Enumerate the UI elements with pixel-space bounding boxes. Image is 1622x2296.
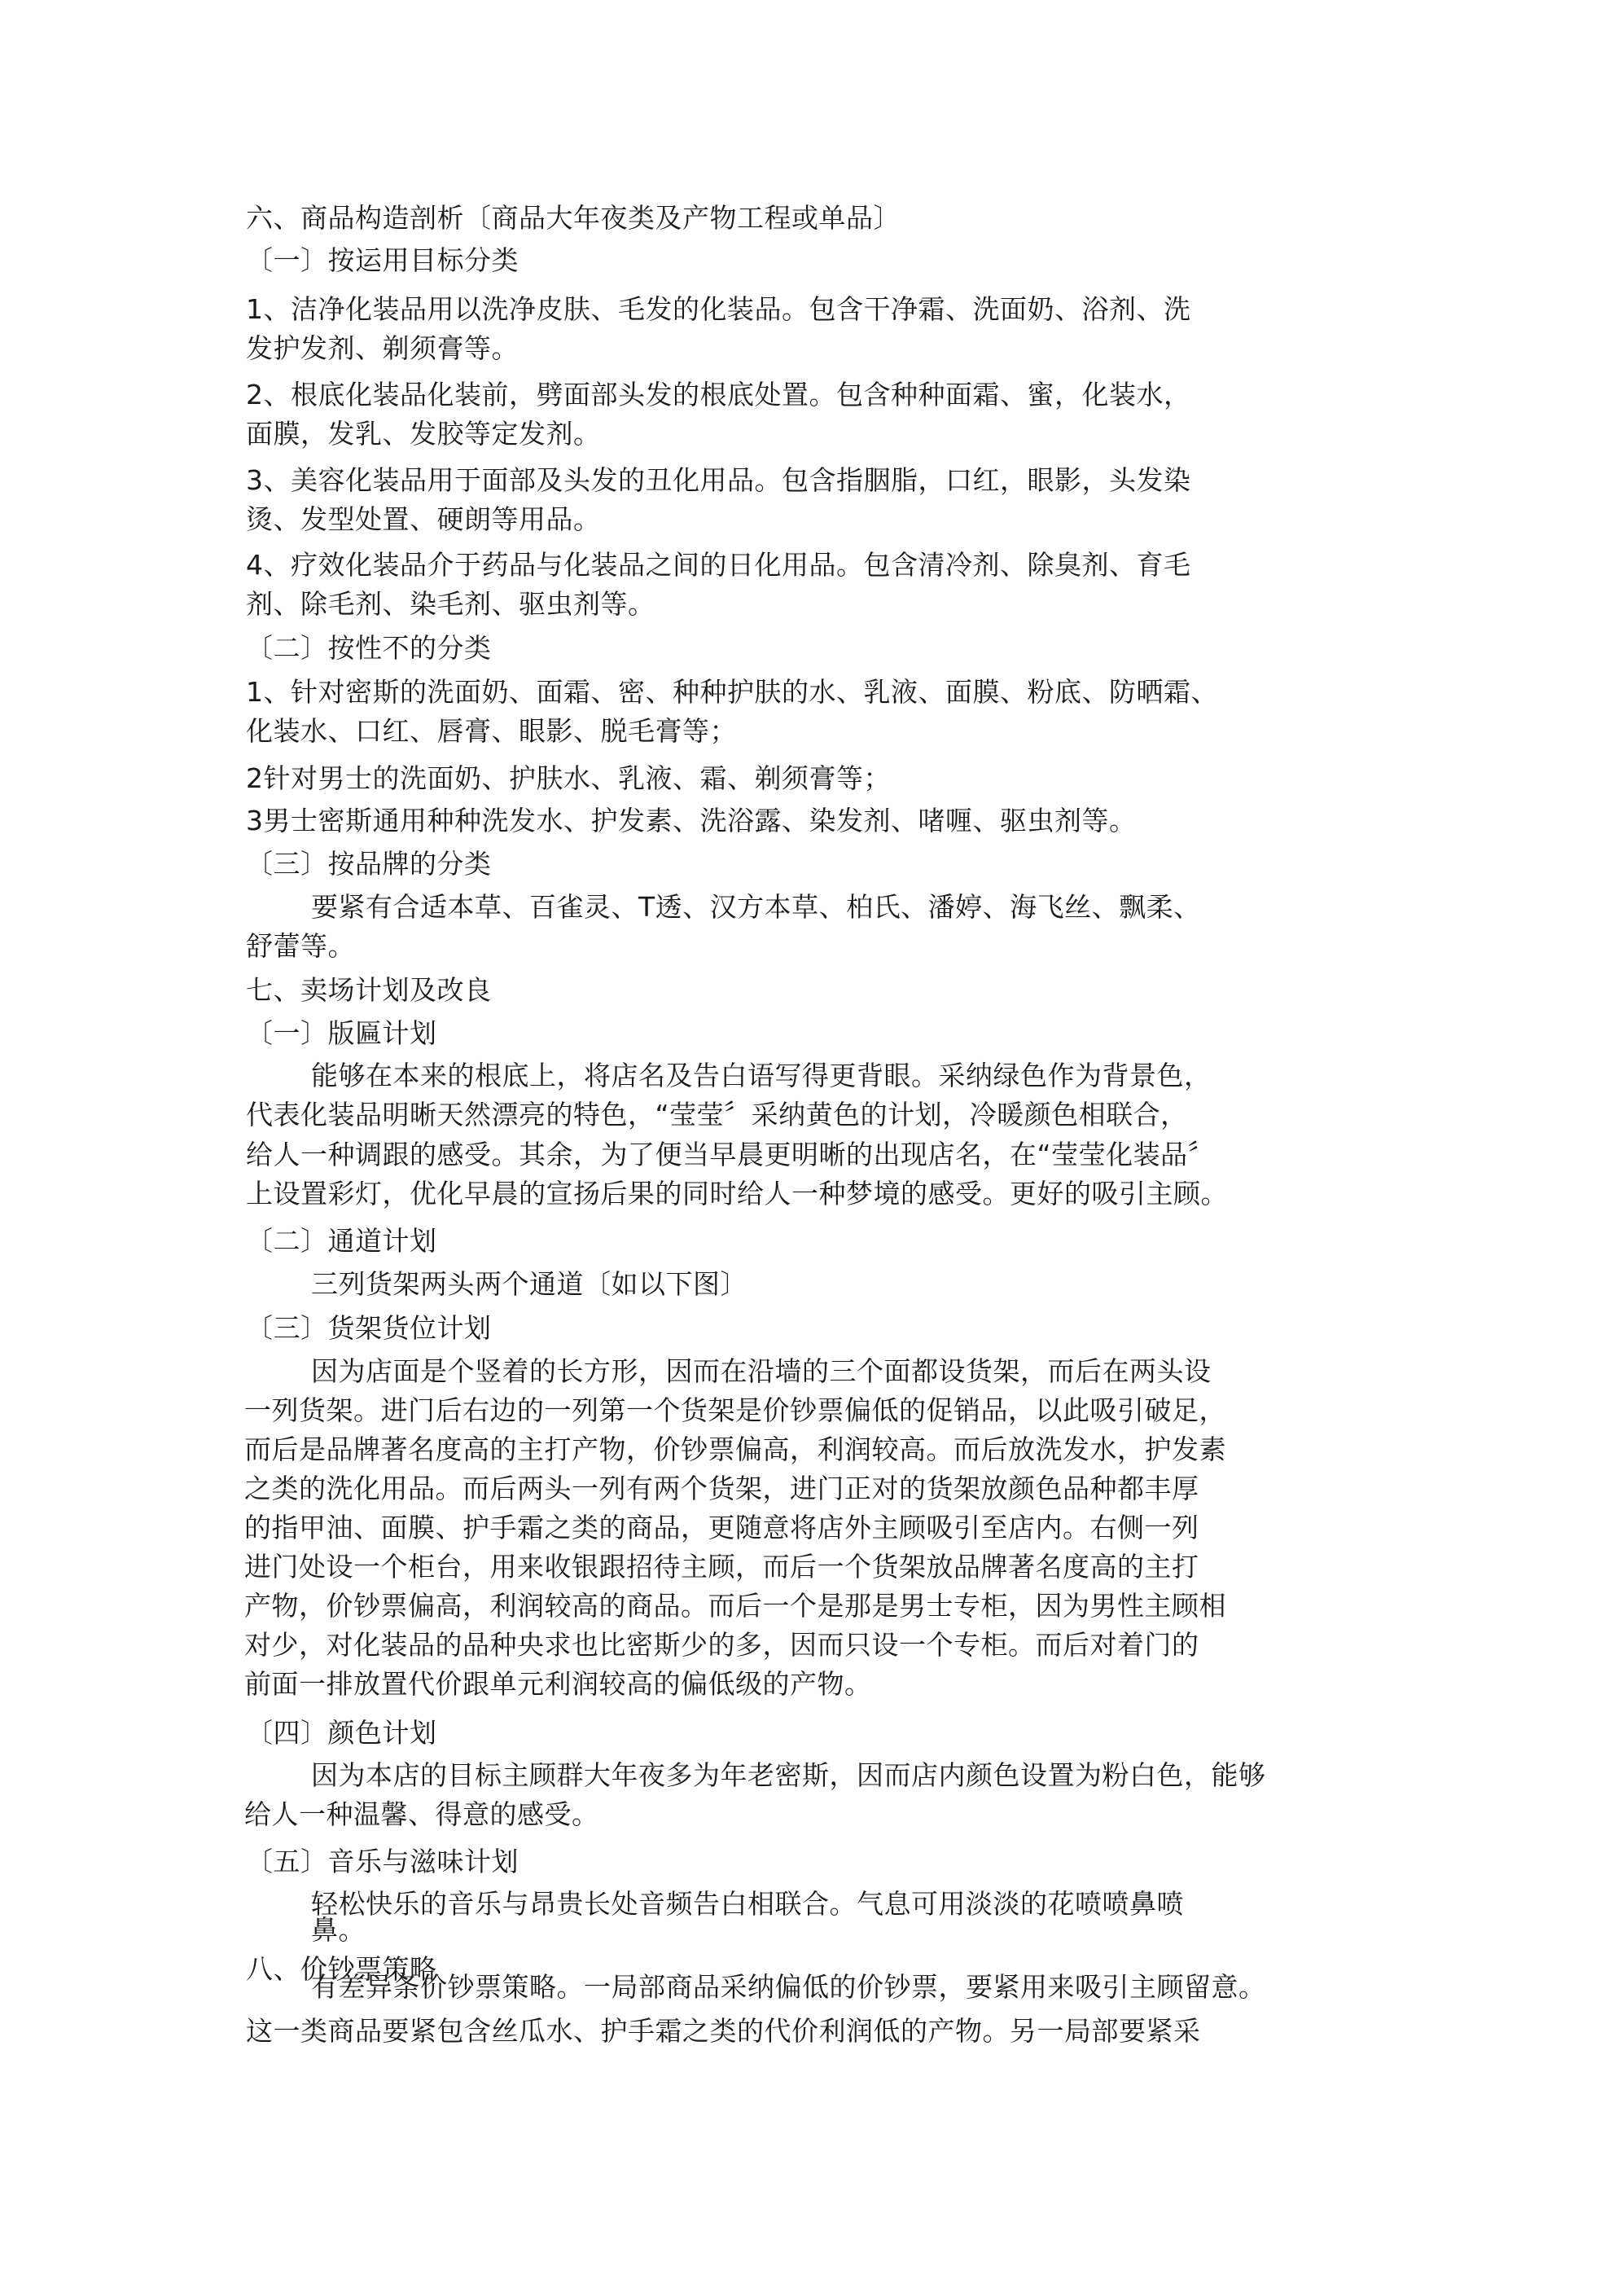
paragraph-line: 上设置彩灯，优化早晨的宣扬后果的同时给人一种梦境的感受。更好的吸引主顾。	[246, 1178, 1228, 1209]
subsection-heading: 〔三〕按品牌的分类	[246, 848, 492, 880]
paragraph-line: 鼻。	[311, 1914, 366, 1946]
paragraph-line: 舒蕾等。	[246, 930, 355, 962]
section-heading: 七、卖场计划及改良	[246, 974, 492, 1006]
paragraph-line: 进门处设一个柜台，用来收银跟招待主顾，而后一个货架放品牌著名度高的主打	[244, 1551, 1199, 1583]
subsection-heading: 〔四〕颜色计划	[246, 1717, 437, 1749]
subsection-heading: 〔一〕版匾计划	[246, 1017, 437, 1049]
subsection-heading: 〔五〕音乐与滋味计划	[246, 1846, 519, 1877]
paragraph-line: 能够在本来的根底上，将店名及告白语写得更背眼。采纳绿色作为背景色，	[311, 1060, 1212, 1091]
paragraph-line: 因为店面是个竖着的长方形，因而在沿墙的三个面都设货架，而后在两头设	[311, 1355, 1212, 1387]
paragraph-line: 发护发剂、剃须膏等。	[246, 332, 519, 364]
subsection-heading: 〔一〕按运用目标分类	[246, 244, 519, 276]
paragraph-line: 给人一种调跟的感受。其余，为了便当早晨更明晰的出现店名，在“莹莹化装品〞	[246, 1139, 1216, 1170]
section-heading: 八、价钞票策略	[246, 1953, 437, 1985]
paragraph-line: 1、洁净化装品用以洗净皮肤、毛发的化装品。包含干净霜、洗面奶、浴剂、洗	[246, 293, 1191, 325]
paragraph-line: 4、疗效化装品介于药品与化装品之间的日化用品。包含清冷剂、除臭剂、育毛	[246, 549, 1191, 581]
paragraph-line: 产物，价钞票偏高，利润较高的商品。而后一个是那是男士专柜，因为男性主顾相	[244, 1590, 1226, 1622]
paragraph-line: 2针对男士的洗面奶、护肤水、乳液、霜、剃须膏等；	[246, 762, 891, 794]
paragraph-line: 剂、除毛剂、染毛剂、驱虫剂等。	[246, 588, 655, 620]
paragraph-line: 代表化装品明晰天然漂亮的特色，“莹莹〞采纳黄色的计划，冷暖颜色相联合，	[246, 1099, 1188, 1130]
paragraph-line: 对少，对化装品的品种央求也比密斯少的多，因而只设一个专柜。而后对着门的	[244, 1629, 1199, 1661]
paragraph-line: 一列货架。进门后右边的一列第一个货架是价钞票偏低的促销品，以此吸引破足，	[244, 1394, 1226, 1426]
paragraph-line: 因为本店的目标主顾群大年夜多为年老密斯，因而店内颜色设置为粉白色，能够	[311, 1759, 1266, 1791]
paragraph-line: 有差异条价钞票策略。一局部商品采纳偏低的价钞票，要紧用来吸引主顾留意。	[311, 1971, 1266, 2003]
paragraph-line: 给人一种温馨、得意的感受。	[244, 1798, 599, 1830]
paragraph-line: 而后是品牌著名度高的主打产物，价钞票偏高，利润较高。而后放洗发水，护发素	[244, 1433, 1226, 1465]
paragraph-line: 之类的洗化用品。而后两头一列有两个货架，进门正对的货架放颜色品种都丰厚	[244, 1473, 1199, 1504]
paragraph-line: 2、根底化装品化装前，劈面部头发的根底处置。包含种种面霜、蜜，化装水，	[246, 379, 1191, 410]
subsection-heading: 〔二〕按性不的分类	[246, 632, 492, 664]
paragraph-line: 轻松快乐的音乐与昂贵长处音频告白相联合。气息可用淡淡的花喷喷鼻喷	[311, 1888, 1184, 1920]
paragraph-line: 前面一排放置代价跟单元利润较高的偏低级的产物。	[244, 1668, 872, 1700]
paragraph-line: 三列货架两头两个通道〔如以下图〕	[311, 1268, 747, 1300]
paragraph-line: 3、美容化装品用于面部及头发的丑化用品。包含指胭脂，口红，眼影，头发染	[246, 464, 1191, 496]
paragraph-line: 烫、发型处置、硬朗等用品。	[246, 503, 601, 535]
paragraph-line: 这一类商品要紧包含丝瓜水、护手霜之类的代价利润低的产物。另一局部要紧采	[246, 2015, 1201, 2047]
paragraph-line: 面膜，发乳、发胶等定发剂。	[246, 418, 601, 450]
paragraph-line: 的指甲油、面膜、护手霜之类的商品，更随意将店外主顾吸引至店内。右侧一列	[244, 1512, 1199, 1543]
paragraph-line: 3男士密斯通用种种洗发水、护发素、洗浴露、染发剂、啫喱、驱虫剂等。	[246, 805, 1137, 836]
subsection-heading: 〔三〕货架货位计划	[246, 1312, 492, 1344]
paragraph-line: 要紧有合适本草、百雀灵、T透、汉方本草、柏氏、潘婷、海飞丝、飘柔、	[311, 891, 1201, 923]
paragraph-line: 1、针对密斯的洗面奶、面霜、密、种种护肤的水、乳液、面膜、粉底、防晒霜、	[246, 676, 1218, 708]
paragraph-line: 化装水、口红、唇膏、眼影、脱毛膏等；	[246, 715, 737, 747]
subsection-heading: 〔二〕通道计划	[246, 1225, 437, 1257]
section-heading: 六、商品构造剖析〔商品大年夜类及产物工程或单品〕	[246, 202, 901, 234]
